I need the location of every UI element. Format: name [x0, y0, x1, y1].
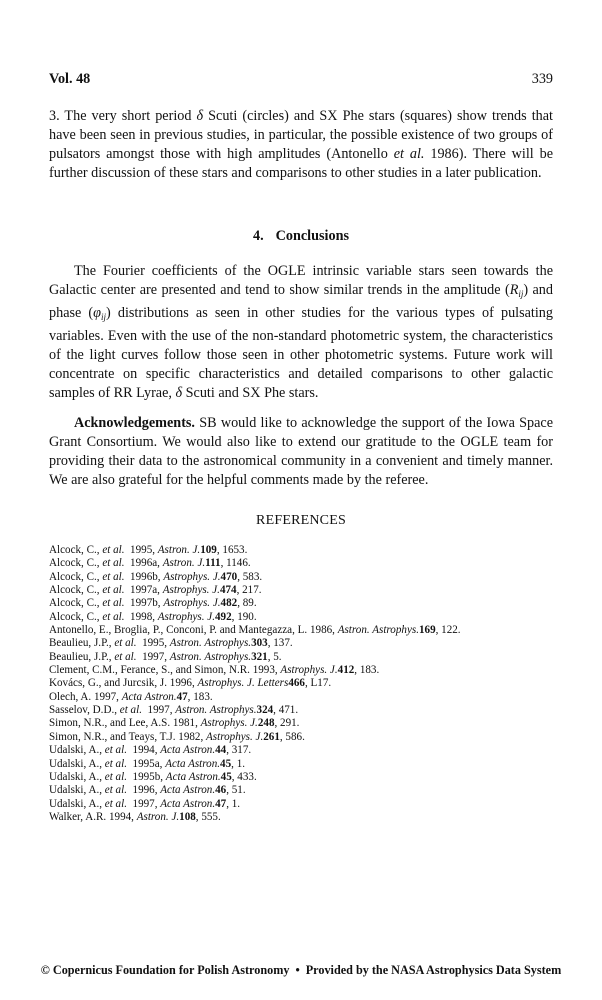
copyright-text: © Copernicus Foundation for Polish Astronomy	[40, 963, 290, 977]
reference-page: , 217.	[236, 584, 262, 597]
reference-journal: Astron. Astrophys.	[169, 650, 252, 663]
reference-item	[49, 811, 569, 824]
delta-symbol: δ	[196, 108, 204, 124]
reference-journal: Acta Astron.	[160, 784, 216, 797]
item-3-text: 1986). There will be further discussion of these stars and comparisons to other studies in a later publication.	[49, 146, 553, 181]
reference-page: , 183.	[354, 664, 380, 677]
acknowledgements-text: SB would like to acknowledge the support of the Iowa Space Grant Consortium. We would also like to extend our gratitude to the OGLE team for providing their data to the astronomical community in a convenient and timely manner. We are also grateful for the helpful comments made by the referee.	[49, 415, 553, 488]
reference-journal: Astron. J.	[136, 810, 180, 823]
reference-journal: Acta Astron.	[160, 744, 216, 757]
bullet-separator: •	[295, 963, 300, 977]
math-subscript: ij	[518, 289, 524, 299]
reference-authors: Simon, N.R., and Lee, A.S.	[49, 717, 173, 730]
reference-year: 1995,	[136, 637, 170, 650]
reference-page: , 137.	[267, 637, 293, 650]
reference-volume: 111	[205, 557, 221, 570]
reference-item	[49, 744, 569, 757]
et-al: et al.	[393, 146, 425, 162]
item-3-text: Scuti (circles) and SX Phe stars (squares) show trends that have been seen in previous studies, in particular, the possible existence of two groups of pulsators amongst those with high amplitudes (Antonello	[49, 108, 553, 162]
page-number: 339	[531, 71, 553, 87]
reference-page: , 583.	[237, 570, 263, 583]
reference-etal: et al.	[104, 784, 127, 797]
reference-item	[49, 624, 569, 637]
reference-authors: Alcock, C.,	[49, 584, 103, 597]
reference-page: , 1653.	[216, 544, 248, 556]
reference-authors: Alcock, C.,	[49, 610, 103, 623]
reference-item	[49, 731, 569, 744]
reference-authors: Beaulieu, J.P.,	[49, 637, 115, 650]
reference-item	[49, 544, 569, 557]
reference-page: , 183.	[187, 690, 213, 703]
provider-text: Provided by the NASA Astrophysics Data System	[305, 963, 562, 977]
reference-volume: 474	[219, 584, 237, 597]
reference-volume: 44	[215, 744, 227, 757]
reference-volume: 412	[337, 664, 355, 677]
reference-year: 1993,	[252, 664, 281, 677]
item-3-text: 3. The very short period	[49, 108, 197, 124]
reference-year: 1997,	[126, 797, 161, 810]
reference-etal: et al.	[104, 757, 127, 770]
reference-year: 1996a,	[124, 557, 163, 570]
reference-etal: et al.	[114, 637, 137, 650]
reference-volume: 47	[215, 797, 227, 810]
volume-label: Vol. 48	[49, 71, 91, 87]
reference-list	[49, 544, 569, 824]
reference-page: , 89.	[237, 597, 257, 610]
reference-journal: Astrophys. J.	[280, 664, 338, 677]
reference-page: , 1146.	[220, 557, 251, 570]
reference-journal: Acta Astron.	[165, 757, 221, 770]
reference-item	[49, 571, 569, 584]
footer	[0, 963, 602, 978]
reference-etal: et al.	[102, 584, 125, 597]
reference-journal: Astrophys. J.	[206, 730, 264, 743]
reference-volume: 169	[418, 624, 436, 637]
reference-page: , 471.	[273, 704, 299, 717]
reference-etal: et al.	[102, 557, 125, 570]
reference-journal: Astron. Astrophys.	[169, 637, 252, 650]
reference-authors: Walker, A.R.	[49, 810, 109, 823]
reference-volume: 492	[215, 610, 232, 623]
reference-page: , 190.	[231, 610, 257, 623]
reference-journal: Astron. Astrophys.	[337, 624, 419, 637]
reference-year: 1995b,	[126, 770, 166, 783]
reference-volume: 321	[251, 650, 268, 663]
reference-item	[49, 798, 569, 811]
reference-item	[49, 771, 569, 784]
reference-page: , 317.	[226, 744, 252, 757]
reference-authors: Udalski, A.,	[49, 784, 105, 797]
reference-year: 1994,	[126, 744, 161, 757]
reference-authors: Clement, C.M., Ferance, S., and Simon, N.R.	[49, 664, 253, 677]
section-title: Conclusions	[275, 228, 349, 244]
reference-year: 1997,	[93, 690, 122, 703]
reference-authors: Udalski, A.,	[49, 757, 105, 770]
reference-year: 1996b,	[124, 570, 164, 583]
running-header	[49, 71, 553, 89]
reference-etal: et al.	[102, 570, 125, 583]
reference-year: 1997b,	[124, 597, 164, 610]
reference-item	[49, 717, 569, 730]
reference-journal: Astrophys. J.	[157, 610, 215, 623]
reference-year: 1982,	[178, 730, 207, 743]
reference-item	[49, 637, 569, 650]
acknowledgements-paragraph	[49, 414, 553, 490]
reference-item	[49, 677, 569, 690]
reference-etal: et al.	[102, 544, 125, 556]
reference-volume: 45	[220, 770, 232, 783]
section-heading-conclusions	[49, 228, 553, 245]
reference-authors: Udalski, A.,	[49, 770, 105, 783]
reference-item	[49, 651, 569, 664]
reference-volume: 248	[257, 717, 275, 730]
reference-volume: 109	[200, 544, 217, 556]
reference-item	[49, 664, 569, 677]
reference-page: , 586.	[279, 730, 305, 743]
reference-journal: Astrophys. J.	[162, 584, 220, 597]
reference-authors: Alcock, C.,	[49, 557, 103, 570]
reference-journal: Astrophys. J.	[163, 570, 221, 583]
conclusions-text: The Fourier coefficients of the OGLE intrinsic variable stars seen towards the Galactic center are presented and tend to show similar trends in the amplitude (	[49, 263, 553, 298]
reference-page: , 51.	[226, 784, 246, 797]
math-phi: φ	[93, 305, 101, 321]
reference-volume: 46	[215, 784, 227, 797]
reference-journal: Acta Astron.	[160, 797, 216, 810]
reference-page: , 5.	[267, 650, 282, 663]
reference-authors: Alcock, C.,	[49, 597, 103, 610]
reference-item	[49, 784, 569, 797]
reference-year: 1997,	[141, 704, 176, 717]
reference-page: , 555.	[195, 810, 221, 823]
reference-year: 1994,	[108, 810, 137, 823]
reference-volume: 45	[220, 757, 232, 770]
reference-volume: 261	[263, 730, 280, 743]
reference-journal: Astron. J.	[157, 544, 201, 556]
references-heading: REFERENCES	[256, 513, 346, 528]
reference-volume: 482	[220, 597, 238, 610]
reference-page: , 1.	[231, 757, 246, 770]
reference-journal: Astron. Astrophys.	[175, 704, 257, 717]
acknowledgements-label: Acknowledgements.	[74, 415, 195, 431]
reference-page: , L17.	[304, 677, 332, 690]
reference-item	[49, 611, 569, 624]
reference-item	[49, 691, 569, 704]
reference-year: 1997a,	[124, 584, 163, 597]
reference-year: 1996,	[126, 784, 161, 797]
conclusions-text: ) distributions as seen in other studies for the various types of pulsating variables. Even with the use of the non-standard photometric system, the characteristics of the light curves follow those seen in other photometric systems. Future work will concentrate on specific characteristics and detailed comparisons to other galactic samples of RR Lyrae,	[49, 305, 553, 401]
reference-page: , 122.	[435, 624, 461, 637]
reference-authors: Simon, N.R., and Teays, T.J.	[49, 730, 179, 743]
reference-journal: Acta Astron.	[165, 770, 221, 783]
reference-year: 1995a,	[126, 757, 166, 770]
reference-year: 1986,	[309, 624, 338, 637]
conclusions-text: Scuti and SX Phe stars.	[182, 385, 319, 401]
reference-etal: et al.	[104, 744, 127, 757]
reference-item	[49, 704, 569, 717]
reference-authors: Olech, A.	[49, 690, 94, 703]
conclusions-paragraph	[49, 262, 553, 403]
reference-authors: Udalski, A.,	[49, 744, 105, 757]
math-R: R	[509, 282, 519, 298]
reference-item	[49, 758, 569, 771]
reference-page: , 291.	[274, 717, 300, 730]
reference-item	[49, 584, 569, 597]
reference-authors: Kovács, G., and Jurcsik, J.	[49, 677, 170, 690]
reference-journal: Acta Astron.	[121, 690, 177, 703]
conclusions-text: ) and phase (	[49, 282, 553, 321]
reference-etal: et al.	[119, 704, 142, 717]
reference-year: 1998,	[124, 610, 158, 623]
reference-journal: Astrophys. J. Letters	[197, 677, 289, 690]
reference-etal: et al.	[104, 797, 127, 810]
reference-etal: et al.	[104, 770, 127, 783]
reference-volume: 466	[288, 677, 305, 690]
reference-year: 1995,	[124, 544, 158, 556]
reference-volume: 47	[176, 690, 188, 703]
reference-authors: Sasselov, D.D.,	[49, 704, 120, 717]
section-number: 4.	[253, 228, 264, 244]
reference-authors: Alcock, C.,	[49, 544, 103, 556]
math-subscript: ij	[101, 312, 107, 322]
reference-volume: 324	[256, 704, 274, 717]
reference-page: , 433.	[231, 770, 257, 783]
reference-etal: et al.	[102, 610, 125, 623]
reference-authors: Udalski, A.,	[49, 797, 105, 810]
reference-year: 1997,	[136, 650, 170, 663]
reference-authors: Antonello, E., Broglia, P., Conconi, P. and Mantegazza, L.	[49, 624, 310, 637]
reference-volume: 470	[220, 570, 238, 583]
reference-etal: et al.	[114, 650, 137, 663]
item-3-paragraph	[49, 107, 553, 183]
reference-page: , 1.	[226, 797, 241, 810]
reference-item	[49, 597, 569, 610]
reference-year: 1996,	[169, 677, 198, 690]
reference-volume: 303	[251, 637, 268, 650]
reference-journal: Astrophys. J.	[163, 597, 221, 610]
reference-item	[49, 557, 569, 570]
reference-journal: Astron. J.	[162, 557, 206, 570]
delta-symbol: δ	[175, 385, 183, 401]
reference-authors: Alcock, C.,	[49, 570, 103, 583]
reference-etal: et al.	[102, 597, 125, 610]
reference-year: 1981,	[172, 717, 201, 730]
reference-journal: Astrophys. J.	[200, 717, 258, 730]
reference-volume: 108	[179, 810, 196, 823]
reference-authors: Beaulieu, J.P.,	[49, 650, 115, 663]
